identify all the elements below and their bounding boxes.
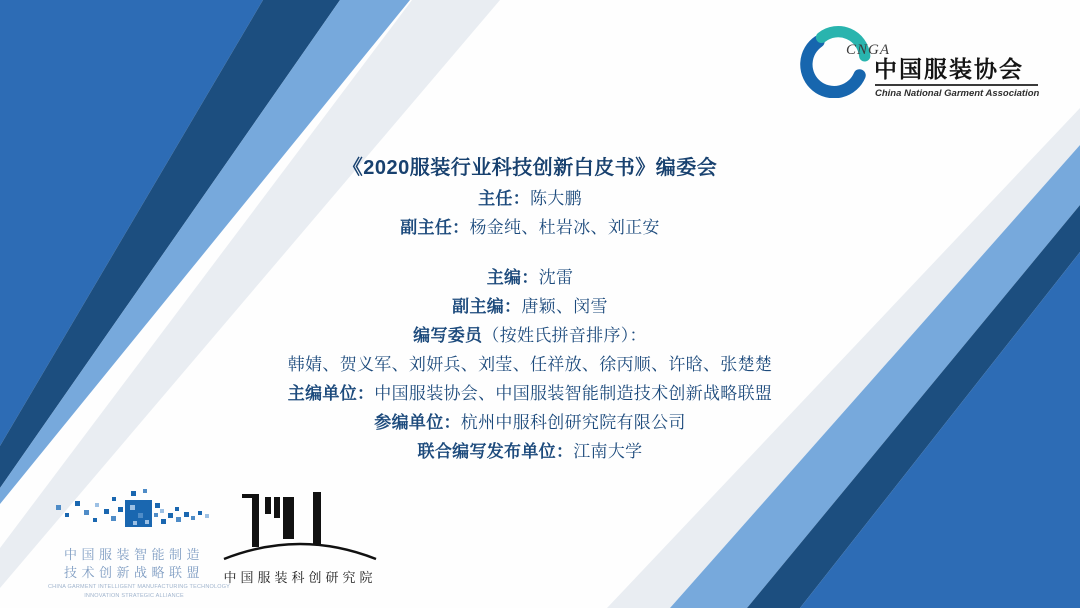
page-title: 《2020服装行业科技创新白皮书》编委会 [342,157,718,179]
institute-name: 中国服装科创研究院 [223,570,377,585]
institute-logo [212,485,388,586]
line-text: 韩婧、贺义军、刘妍兵、刘莹、任祥放、徐丙顺、许晗、张楚楚 [287,355,773,374]
alliance-pixel-icon [48,483,220,541]
alliance-name-en-line2: INNOVATION STRATEGIC ALLIANCE [84,593,184,599]
group-gap [140,248,920,269]
alliance-name-en-line1: CHINA GARMENT INTELLIGENT MANUFACTURING TECHNOLOGY [48,584,231,590]
line-label: 主编： [486,268,539,287]
line-text: （按姓氏拼音排序）： [482,326,647,345]
cnga-name-en: China National Garment Association [875,88,1040,99]
cnga-logo [800,20,1055,102]
line-text: 陈大鹏 [530,189,582,208]
line-text: 沈雷 [538,268,574,287]
alliance-name-line1: 中国服装智能制造 [63,547,204,562]
line-text: 江南大学 [573,442,643,461]
institute-bars-icon [212,485,388,561]
cnga-name-cn: 中国服装协会 [874,56,1024,82]
committee-line-deputy-director [140,219,920,237]
committee-block [140,151,920,472]
cnga-swoosh-icon [800,22,876,98]
line-text: 中国服装协会、中国服装智能制造技术创新战略联盟 [374,384,773,403]
line-label: 主编单位： [287,384,375,403]
line-label: 副主编： [452,297,522,316]
line-text: 杭州中服科创研究院有限公司 [460,413,686,432]
line-label: 参编单位： [374,413,461,432]
line-label: 副主任： [400,218,470,237]
committee-line-chief-editor [140,269,920,287]
cnga-underline [875,84,1038,86]
line-label: 主任： [478,189,530,208]
committee-line-director [140,190,920,208]
line-text: 唐颖、闵雪 [521,297,608,316]
committee-line-chief-editing-units [140,385,920,403]
committee-line-joint-publishing-unit [140,443,920,461]
alliance-logo [48,483,231,600]
cnga-acronym: CNGA [846,42,891,58]
line-text: 杨金纯、杜岩冰、刘正安 [469,218,660,237]
committee-line-writing-members [140,327,920,345]
alliance-name-line2: 技术创新战略联盟 [63,565,204,580]
committee-line-deputy-editor [140,298,920,316]
committee-line-member-names [140,356,920,374]
line-label: 联合编写发布单位： [417,442,574,461]
line-label: 编写委员 [413,326,483,345]
committee-line-participating-unit [140,414,920,432]
